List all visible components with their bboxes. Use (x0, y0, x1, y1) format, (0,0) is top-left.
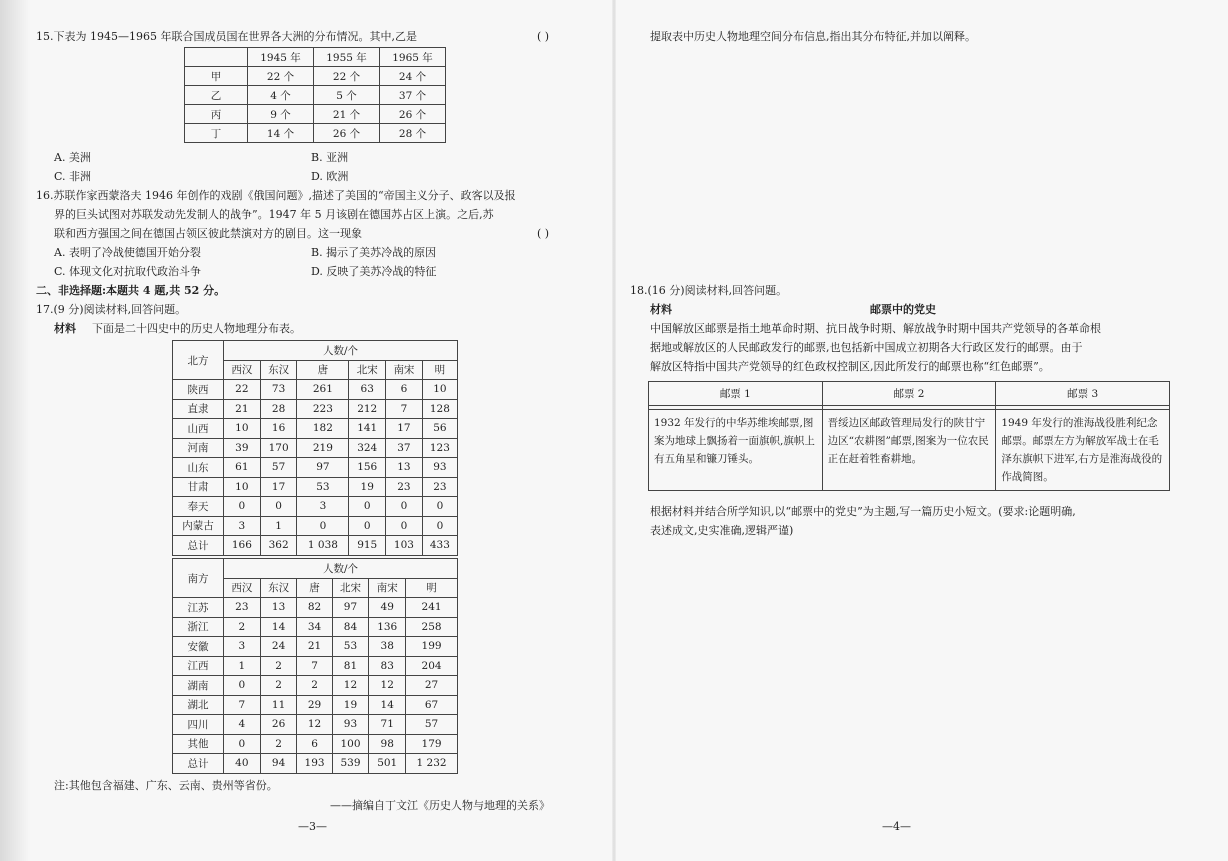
count-cell: 13 (386, 458, 423, 478)
count-cell: 539 (332, 754, 369, 774)
stamp-description: 晋绥边区邮政管理局发行的陕甘宁边区“农耕图”邮票,图案为一位农民正在赶着牲畜耕地。 (822, 410, 996, 491)
table-cell: 28 个 (380, 124, 446, 143)
table-row (173, 399, 458, 419)
count-cell: 0 (422, 497, 457, 517)
count-cell: 258 (406, 617, 458, 637)
page-shade (0, 0, 30, 861)
count-cell: 324 (349, 438, 386, 458)
north-rows (173, 380, 458, 556)
q15-option-c: C. 非洲 (54, 170, 92, 183)
count-cell: 71 (369, 715, 406, 735)
count-cell: 123 (422, 438, 457, 458)
count-cell: 433 (422, 536, 457, 556)
count-cell: 0 (224, 734, 261, 754)
count-cell: 16 (260, 419, 297, 439)
count-cell: 93 (422, 458, 457, 478)
right-page (614, 0, 1228, 861)
count-cell: 141 (349, 419, 386, 439)
table-cell: 37 个 (380, 86, 446, 105)
count-cell: 14 (260, 617, 297, 637)
q17-south-table (172, 558, 458, 774)
count-cell: 49 (369, 598, 406, 618)
count-cell: 93 (332, 715, 369, 735)
table-cell: 24 个 (380, 67, 446, 86)
count-cell: 0 (260, 497, 297, 517)
table-row (173, 617, 458, 637)
stamp-description: 1932 年发行的中华苏维埃邮票,图案为地球上飘扬着一面旗帜,旗帜上有五角星和镰刀锤头。 (649, 410, 823, 491)
count-cell: 21 (297, 637, 332, 657)
table-row (173, 695, 458, 715)
province-cell: 总计 (173, 536, 224, 556)
count-cell: 501 (369, 754, 406, 774)
q15-option-d: D. 欧洲 (311, 170, 349, 183)
count-cell: 26 (260, 715, 297, 735)
south-rows (173, 598, 458, 774)
count-cell: 0 (297, 516, 349, 536)
count-cell: 53 (297, 477, 349, 497)
table-row (173, 754, 458, 774)
table-cell: 22 个 (248, 67, 314, 86)
dynasty-header: 北宋 (349, 360, 386, 380)
dynasty-header: 东汉 (260, 360, 297, 380)
count-cell: 100 (332, 734, 369, 754)
count-cell: 2 (260, 676, 297, 696)
q17-material-text: 下面是二十四史中的历史人物地理分布表。 (92, 322, 301, 335)
table-cell: 14 个 (248, 124, 314, 143)
q16-line-1: 16.苏联作家西蒙洛夫 1946 年创作的戏剧《俄国问题》,描述了美国的“帝国主义分子、政客以及报 (36, 189, 516, 202)
count-cell: 98 (369, 734, 406, 754)
q15-header-cell: 1945 年 (248, 48, 314, 67)
province-cell: 湖南 (173, 676, 224, 696)
count-header: 人数/个 (224, 341, 458, 361)
count-cell: 128 (422, 399, 457, 419)
count-cell: 22 (224, 380, 261, 400)
table-row (173, 438, 458, 458)
dynasty-header: 明 (406, 578, 458, 598)
stamp-header: 邮票 1 (649, 382, 823, 406)
count-cell: 170 (260, 438, 297, 458)
count-cell: 24 (260, 637, 297, 657)
dynasty-header: 西汉 (224, 360, 261, 380)
count-cell: 4 (224, 715, 261, 735)
count-cell: 1 (260, 516, 297, 536)
count-cell: 97 (332, 598, 369, 618)
q17-north-table (172, 340, 458, 556)
q16-line-2: 界的巨头试图对苏联发动先发制人的战争”。1947 年 5 月该剧在德国苏占区上演。之后,苏 (54, 208, 494, 221)
q17-material-label: 材料 (54, 322, 76, 335)
q15-table (184, 47, 446, 143)
table-row (185, 105, 446, 124)
table-cell: 22 个 (314, 67, 380, 86)
count-cell: 10 (422, 380, 457, 400)
dynasty-header: 西汉 (224, 578, 261, 598)
table-row (173, 734, 458, 754)
count-cell: 0 (386, 497, 423, 517)
table-row (173, 598, 458, 618)
count-cell: 362 (260, 536, 297, 556)
province-cell: 山东 (173, 458, 224, 478)
province-cell: 浙江 (173, 617, 224, 637)
count-cell: 915 (349, 536, 386, 556)
count-cell: 7 (386, 399, 423, 419)
page-number: —4— (882, 820, 911, 833)
q18-stem: 18.(16 分)阅读材料,回答问题。 (630, 284, 788, 297)
count-cell: 27 (406, 676, 458, 696)
table-cell: 5 个 (314, 86, 380, 105)
province-cell: 山西 (173, 419, 224, 439)
province-cell: 内蒙古 (173, 516, 224, 536)
count-cell: 7 (224, 695, 261, 715)
count-cell: 6 (297, 734, 332, 754)
count-cell: 23 (422, 477, 457, 497)
province-cell: 其他 (173, 734, 224, 754)
page-number: —3— (298, 820, 327, 833)
count-cell: 10 (224, 419, 261, 439)
count-cell: 21 (224, 399, 261, 419)
table-row (173, 536, 458, 556)
table-row (173, 656, 458, 676)
count-cell: 103 (386, 536, 423, 556)
table-row (173, 637, 458, 657)
count-cell: 1 (224, 656, 261, 676)
count-cell: 67 (406, 695, 458, 715)
count-cell: 29 (297, 695, 332, 715)
province-cell: 湖北 (173, 695, 224, 715)
count-cell: 56 (422, 419, 457, 439)
count-cell: 219 (297, 438, 349, 458)
count-cell: 6 (386, 380, 423, 400)
q15-answer-paren: ( ) (537, 30, 550, 43)
count-cell: 2 (224, 617, 261, 637)
q18-material-line-3: 解放区特指中国共产党领导的红色政权控制区,因此所发行的邮票也称“红色邮票”。 (650, 360, 1050, 373)
q17-stem: 17.(9 分)阅读材料,回答问题。 (36, 303, 187, 316)
table-cell: 4 个 (248, 86, 314, 105)
count-cell: 23 (386, 477, 423, 497)
q16-option-b: B. 揭示了美苏冷战的原因 (311, 246, 437, 259)
count-cell: 19 (332, 695, 369, 715)
count-cell: 136 (369, 617, 406, 637)
dynasty-header: 南宋 (369, 578, 406, 598)
dynasty-header: 唐 (297, 360, 349, 380)
count-cell: 94 (260, 754, 297, 774)
count-cell: 3 (224, 637, 261, 657)
count-cell: 0 (386, 516, 423, 536)
count-cell: 17 (386, 419, 423, 439)
count-cell: 14 (369, 695, 406, 715)
dynasty-header: 南宋 (386, 360, 423, 380)
province-cell: 陕西 (173, 380, 224, 400)
count-cell: 23 (224, 598, 261, 618)
count-cell: 81 (332, 656, 369, 676)
count-cell: 12 (332, 676, 369, 696)
count-cell: 12 (297, 715, 332, 735)
q18-material-line-2: 据地或解放区的人民邮政发行的邮票,也包括新中国成立初期各大行政区发行的邮票。由于 (650, 341, 1083, 354)
q15-header-cell: 1965 年 (380, 48, 446, 67)
table-cell: 21 个 (314, 105, 380, 124)
count-cell: 0 (349, 497, 386, 517)
count-cell: 0 (224, 676, 261, 696)
q16-option-c: C. 体现文化对抗取代政治斗争 (54, 265, 202, 278)
count-cell: 63 (349, 380, 386, 400)
table-row (173, 516, 458, 536)
q18-stamp-table (648, 381, 1170, 491)
q18-material-title: 邮票中的党史 (870, 303, 936, 316)
q16-line-3: 联和西方强国之间在德国占领区彼此禁演对方的剧目。这一现象 (54, 227, 362, 240)
page-fold (612, 0, 616, 861)
province-cell: 甘肃 (173, 477, 224, 497)
count-cell: 61 (224, 458, 261, 478)
q18-material-label: 材料 (650, 303, 672, 316)
count-cell: 199 (406, 637, 458, 657)
count-cell: 13 (260, 598, 297, 618)
table-cell: 丁 (185, 124, 248, 143)
region-label: 南方 (173, 559, 224, 598)
table-row (185, 86, 446, 105)
table-cell: 乙 (185, 86, 248, 105)
table-row (173, 497, 458, 517)
count-cell: 82 (297, 598, 332, 618)
table-row (173, 380, 458, 400)
count-cell: 1 038 (297, 536, 349, 556)
count-cell: 2 (260, 734, 297, 754)
table-cell: 9 个 (248, 105, 314, 124)
dynasty-header: 北宋 (332, 578, 369, 598)
province-cell: 江苏 (173, 598, 224, 618)
province-cell: 安徽 (173, 637, 224, 657)
q17-task: 提取表中历史人物地理空间分布信息,指出其分布特征,并加以阐释。 (650, 30, 976, 43)
q15-option-b: B. 亚洲 (311, 151, 349, 164)
count-cell: 40 (224, 754, 261, 774)
count-cell: 156 (349, 458, 386, 478)
count-cell: 7 (297, 656, 332, 676)
stamp-header: 邮票 3 (996, 382, 1170, 406)
province-cell: 奉天 (173, 497, 224, 517)
count-cell: 241 (406, 598, 458, 618)
table-row (173, 715, 458, 735)
q15-header-cell (185, 48, 248, 67)
stamp-header: 邮票 2 (822, 382, 996, 406)
q15-option-a: A. 美洲 (54, 151, 91, 164)
count-header: 人数/个 (224, 559, 458, 579)
q16-answer-paren: ( ) (537, 227, 550, 240)
count-cell: 223 (297, 399, 349, 419)
count-cell: 10 (224, 477, 261, 497)
count-cell: 2 (297, 676, 332, 696)
q15-header-cell: 1955 年 (314, 48, 380, 67)
dynasty-header: 东汉 (260, 578, 297, 598)
q18-material-line-1: 中国解放区邮票是指土地革命时期、抗日战争时期、解放战争时期中国共产党领导的各革命根 (650, 322, 1101, 335)
q17-note: 注:其他包含福建、广东、云南、贵州等省份。 (54, 779, 278, 792)
province-cell: 总计 (173, 754, 224, 774)
count-cell: 97 (297, 458, 349, 478)
q17-source: ——摘编自丁文江《历史人物与地理的关系》 (330, 799, 550, 812)
province-cell: 四川 (173, 715, 224, 735)
province-cell: 直隶 (173, 399, 224, 419)
count-cell: 34 (297, 617, 332, 637)
table-row (173, 419, 458, 439)
table-cell: 甲 (185, 67, 248, 86)
count-cell: 19 (349, 477, 386, 497)
dynasty-header: 明 (422, 360, 457, 380)
count-cell: 193 (297, 754, 332, 774)
count-cell: 37 (386, 438, 423, 458)
count-cell: 166 (224, 536, 261, 556)
province-cell: 河南 (173, 438, 224, 458)
count-cell: 3 (224, 516, 261, 536)
section-heading: 二、非选择题:本题共 4 题,共 52 分。 (36, 284, 226, 297)
q16-option-a: A. 表明了冷战使德国开始分裂 (54, 246, 201, 259)
count-cell: 57 (406, 715, 458, 735)
q18-task-line-1: 根据材料并结合所学知识,以“邮票中的党史”为主题,写一篇历史小短文。(要求:论题明确, (650, 505, 1076, 518)
table-row (173, 458, 458, 478)
count-cell: 83 (369, 656, 406, 676)
count-cell: 0 (224, 497, 261, 517)
count-cell: 28 (260, 399, 297, 419)
count-cell: 11 (260, 695, 297, 715)
table-cell: 26 个 (314, 124, 380, 143)
table-cell: 丙 (185, 105, 248, 124)
count-cell: 182 (297, 419, 349, 439)
region-label: 北方 (173, 341, 224, 380)
count-cell: 0 (349, 516, 386, 536)
count-cell: 204 (406, 656, 458, 676)
count-cell: 17 (260, 477, 297, 497)
count-cell: 2 (260, 656, 297, 676)
dynasty-header: 唐 (297, 578, 332, 598)
count-cell: 53 (332, 637, 369, 657)
table-row (185, 124, 446, 143)
count-cell: 57 (260, 458, 297, 478)
count-cell: 3 (297, 497, 349, 517)
count-cell: 212 (349, 399, 386, 419)
stamp-description: 1949 年发行的淮海战役胜利纪念邮票。邮票左方为解放军战士在毛泽东旗帜下进军,右方是淮海战役的作战简图。 (996, 410, 1170, 491)
count-cell: 39 (224, 438, 261, 458)
q18-task-line-2: 表述成文,史实准确,逻辑严谨) (650, 524, 794, 537)
table-row (185, 67, 446, 86)
count-cell: 0 (422, 516, 457, 536)
province-cell: 江西 (173, 656, 224, 676)
count-cell: 84 (332, 617, 369, 637)
count-cell: 261 (297, 380, 349, 400)
count-cell: 73 (260, 380, 297, 400)
table-row (173, 477, 458, 497)
q16-option-d: D. 反映了美苏冷战的特征 (311, 265, 437, 278)
table-row (173, 676, 458, 696)
count-cell: 1 232 (406, 754, 458, 774)
q15-stem: 15.下表为 1945—1965 年联合国成员国在世界各大洲的分布情况。其中,乙是 (36, 30, 417, 43)
table-cell: 26 个 (380, 105, 446, 124)
count-cell: 179 (406, 734, 458, 754)
count-cell: 12 (369, 676, 406, 696)
count-cell: 38 (369, 637, 406, 657)
